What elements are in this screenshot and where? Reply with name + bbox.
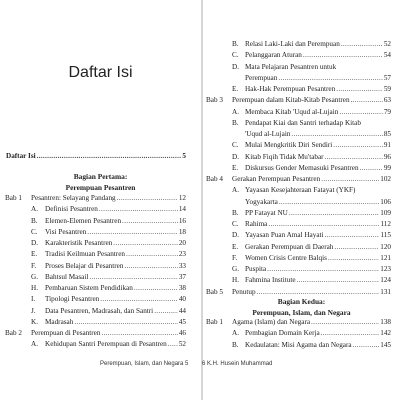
page-footer: Perempuan, Islam, dan Negara 5 bbox=[100, 361, 189, 367]
page-footer: 6 K.H. Husein Muhammad bbox=[202, 361, 273, 367]
leader-dots bbox=[289, 208, 379, 219]
toc-entry-label: Gerakan Perempuan Pesantren bbox=[232, 175, 321, 183]
leader-dots bbox=[291, 129, 382, 140]
toc-entry-page: 18 bbox=[178, 227, 186, 236]
toc-chapter[interactable] bbox=[31, 193, 186, 204]
toc-entry[interactable] bbox=[245, 84, 391, 95]
leader-dots bbox=[360, 163, 383, 174]
toc-entry-page: 124 bbox=[380, 276, 391, 285]
toc-entry-label: Kedaulatan: Misi Agama dan Negara bbox=[245, 340, 352, 349]
leader-dots bbox=[74, 317, 177, 328]
toc-entry[interactable] bbox=[245, 140, 391, 151]
toc-entry-page: 59 bbox=[383, 85, 391, 93]
toc-entry-page: 109 bbox=[380, 208, 391, 217]
item-marker: E. bbox=[232, 242, 239, 251]
leader-dots bbox=[321, 328, 380, 339]
leader-dots bbox=[89, 272, 177, 283]
toc-entry-page: 79 bbox=[383, 107, 391, 116]
toc-entry-daftar-isi[interactable]: Daftar Isi ..... 5 bbox=[6, 151, 186, 162]
item-marker: F. bbox=[31, 261, 37, 270]
toc-entry-page: 52 bbox=[178, 340, 186, 349]
item-marker: J. bbox=[31, 306, 36, 315]
toc-entry-label: Yayasan Kesejahteraan Fatayat (YKF) bbox=[245, 186, 356, 195]
item-marker: B. bbox=[232, 118, 239, 127]
toc-entry[interactable] bbox=[245, 328, 391, 339]
toc-entry[interactable] bbox=[245, 230, 391, 241]
toc-entry[interactable] bbox=[245, 242, 391, 253]
toc-entry-page: 112 bbox=[380, 220, 391, 228]
toc-entry-label: Pembagian Domain Kerja bbox=[245, 329, 320, 338]
item-marker: C. bbox=[232, 220, 239, 228]
item-marker: D. bbox=[232, 62, 239, 71]
item-marker: A. bbox=[31, 205, 38, 214]
toc-entry-label: Kehidupan Santri Perempuan di Pesantren bbox=[45, 340, 167, 349]
page-title: Daftar Isi bbox=[68, 64, 133, 81]
item-marker: B. bbox=[31, 216, 38, 225]
toc-entry-label: Pendapat Kiai dan Santri terhadap Kitab bbox=[245, 118, 361, 127]
leader-dots bbox=[100, 294, 178, 305]
item-marker: D. bbox=[232, 231, 239, 240]
toc-entry-label: Fahmina Institute bbox=[245, 276, 296, 285]
toc-entry[interactable] bbox=[45, 294, 186, 305]
toc-entry-page: 106 bbox=[380, 197, 391, 206]
toc-entry-page: 63 bbox=[383, 96, 391, 105]
chapter-number: Bab 5 bbox=[206, 287, 223, 296]
part-title: Bagian Kedua: bbox=[277, 297, 326, 306]
chapter-number: Bab 2 bbox=[5, 329, 22, 337]
leader-dots bbox=[122, 216, 178, 227]
toc-entry-page: 138 bbox=[380, 318, 391, 326]
toc-entry-page: 91 bbox=[383, 141, 391, 150]
toc-entry-page: 45 bbox=[178, 317, 186, 326]
toc-entry-label: Madrasah bbox=[45, 317, 74, 326]
toc-entry[interactable] bbox=[245, 264, 391, 275]
toc-entry-page: 145 bbox=[380, 340, 391, 349]
toc-entry-label: Yogyakarta bbox=[245, 197, 278, 206]
leader-dots bbox=[328, 253, 379, 264]
toc-entry-label: PP Fatayat NU bbox=[245, 208, 288, 217]
item-marker: B. bbox=[232, 40, 239, 48]
item-marker: B. bbox=[232, 340, 239, 349]
toc-entry-page: 115 bbox=[380, 231, 391, 240]
leader-dots bbox=[279, 197, 379, 208]
toc-entry-page: 23 bbox=[178, 250, 186, 259]
item-marker: G. bbox=[31, 272, 38, 281]
toc-entry-label: Elemen-Elemen Pesantren bbox=[45, 216, 122, 225]
toc-chapter[interactable] bbox=[31, 328, 186, 339]
toc-entry-label: Hak-Hak Perempuan Pesantren bbox=[245, 85, 336, 93]
leader-dots bbox=[117, 193, 178, 204]
toc-entry-page: 33 bbox=[178, 261, 186, 270]
toc-entry[interactable] bbox=[245, 253, 391, 264]
item-marker: A. bbox=[232, 329, 239, 338]
toc-entry-page: 14 bbox=[178, 205, 186, 214]
leader-dots bbox=[124, 261, 177, 272]
toc-entry[interactable] bbox=[45, 238, 186, 249]
toc-entry[interactable] bbox=[45, 216, 186, 227]
toc-entry[interactable] bbox=[245, 219, 391, 230]
toc-entry[interactable] bbox=[45, 249, 186, 260]
toc-entry-label: Agama (Islam) dan Negara bbox=[232, 318, 311, 326]
toc-entry[interactable] bbox=[45, 306, 186, 317]
toc-entry-label: Rahima bbox=[245, 220, 268, 228]
chapter-number: Bab 1 bbox=[206, 318, 223, 326]
leader-dots bbox=[341, 39, 383, 50]
leader-dots bbox=[101, 328, 177, 339]
item-marker: G. bbox=[232, 265, 239, 273]
toc-entry-label: Pembaruan Sistem Pendidikan bbox=[45, 284, 133, 292]
item-marker: B. bbox=[232, 208, 239, 217]
leader-dots bbox=[351, 95, 383, 106]
toc-entry-label: Data Pesantren, Madrasah, dan Santri bbox=[45, 306, 154, 315]
toc-entry[interactable] bbox=[45, 339, 186, 350]
leader-dots bbox=[334, 242, 379, 253]
leader-dots bbox=[278, 73, 382, 84]
toc-entry[interactable] bbox=[45, 204, 186, 215]
toc-entry-page: 12 bbox=[178, 194, 186, 202]
toc-entry-label: 'Uqud al-Lujain bbox=[245, 130, 291, 138]
item-marker: D. bbox=[31, 239, 38, 247]
toc-entry[interactable] bbox=[245, 163, 391, 174]
item-marker: C. bbox=[232, 51, 239, 60]
toc-entry[interactable] bbox=[245, 62, 391, 73]
item-marker: C. bbox=[232, 141, 239, 150]
leader-dots bbox=[268, 219, 379, 230]
toc-entry[interactable] bbox=[245, 118, 391, 129]
toc-entry-label: Yayasan Puan Amal Hayati bbox=[245, 231, 324, 240]
item-marker: F. bbox=[232, 253, 238, 262]
leader-dots bbox=[37, 151, 182, 162]
toc-entry-page: 85 bbox=[383, 130, 391, 138]
toc-entry[interactable] bbox=[245, 340, 391, 351]
leader-dots bbox=[134, 283, 178, 294]
toc-entry-label: Tradisi Keilmuan Pesantren bbox=[45, 250, 125, 259]
toc-entry-label: Penutup bbox=[232, 287, 256, 296]
toc-entry-page: 102 bbox=[380, 175, 391, 183]
toc-entry-page: 131 bbox=[380, 287, 391, 296]
toc-entry[interactable] bbox=[245, 275, 391, 286]
toc-chapter[interactable] bbox=[232, 174, 391, 185]
part-title: Bagian Pertama: bbox=[73, 172, 128, 181]
toc-entry-page: 123 bbox=[380, 265, 391, 273]
part-subtitle: Perempuan, Islam, dan Negara bbox=[252, 308, 351, 317]
toc-entry[interactable] bbox=[245, 129, 391, 140]
toc-entry[interactable] bbox=[245, 152, 391, 163]
toc-entry-page: 99 bbox=[383, 163, 391, 172]
chapter-number: Bab 3 bbox=[206, 96, 223, 105]
toc-entry-label: Karakteristik Pesantren bbox=[45, 239, 113, 247]
toc-entry-page: 20 bbox=[178, 239, 186, 247]
leader-dots bbox=[154, 306, 178, 317]
toc-entry-label: Diskursus Gender Memasuki Pesantren bbox=[245, 163, 359, 172]
toc-entry-page: 120 bbox=[380, 242, 391, 251]
item-marker: H. bbox=[31, 284, 38, 292]
leader-dots bbox=[297, 275, 380, 286]
toc-entry-page: 46 bbox=[178, 329, 186, 337]
leader-dots bbox=[321, 174, 379, 185]
item-marker: A. bbox=[31, 340, 38, 349]
toc-entry-label: Proses Belajar di Pesantren bbox=[45, 261, 124, 270]
toc-entry[interactable] bbox=[245, 107, 391, 118]
item-marker: C. bbox=[31, 227, 38, 236]
right-page bbox=[203, 0, 400, 400]
leader-dots bbox=[336, 84, 383, 95]
toc-entry[interactable] bbox=[45, 261, 186, 272]
toc-entry[interactable] bbox=[45, 227, 186, 238]
chapter-number: Bab 4 bbox=[206, 175, 223, 183]
toc-entry[interactable] bbox=[45, 272, 186, 283]
toc-entry-label: Definisi Pesantren bbox=[45, 205, 98, 214]
leader-dots bbox=[303, 50, 383, 61]
toc-entry-label: Mata Pelajaran Pesantren untuk bbox=[245, 62, 337, 71]
toc-entry-label: Kitab Fiqih Tidak Mu'tabar bbox=[245, 152, 324, 161]
toc-entry-label: Bahtsul Masail bbox=[45, 272, 89, 281]
item-marker: E. bbox=[232, 85, 239, 93]
leader-dots bbox=[353, 340, 380, 351]
toc-entry-page: 142 bbox=[380, 329, 391, 338]
chapter-number: Bab 1 bbox=[5, 194, 22, 202]
toc-entry-page: 40 bbox=[178, 295, 186, 304]
toc-entry-page: 121 bbox=[380, 253, 391, 262]
toc-entry-page: 38 bbox=[178, 284, 186, 292]
toc-entry-label: Puspita bbox=[245, 265, 267, 273]
toc-entry[interactable] bbox=[245, 39, 391, 50]
toc-entry[interactable] bbox=[245, 208, 391, 219]
item-marker: A. bbox=[232, 107, 239, 116]
item-marker: K. bbox=[31, 317, 38, 326]
item-marker: A. bbox=[232, 186, 239, 195]
leader-dots bbox=[325, 230, 380, 241]
toc-entry[interactable] bbox=[245, 197, 391, 208]
leader-dots bbox=[325, 152, 383, 163]
leader-dots bbox=[339, 107, 383, 118]
toc-entry-label: Pesantren: Selayang Pandang bbox=[31, 194, 116, 202]
leader-dots bbox=[113, 238, 178, 249]
item-marker: D. bbox=[232, 152, 239, 161]
toc-entry[interactable] bbox=[45, 317, 186, 328]
toc-entry-label: Perempuan dalam Kitab-Kitab Pesantren bbox=[232, 96, 350, 105]
toc-entry[interactable] bbox=[245, 50, 391, 61]
leader-dots bbox=[333, 140, 383, 151]
toc-entry-page: 16 bbox=[178, 216, 186, 225]
leader-dots bbox=[311, 317, 379, 328]
toc-chapter[interactable] bbox=[232, 95, 391, 106]
item-marker: E. bbox=[232, 163, 239, 172]
toc-entry-label: Mulai Mengkritik Diri Sendiri bbox=[245, 141, 333, 150]
leader-dots bbox=[87, 227, 178, 238]
toc-entry-label: Pelanggaran Aturan bbox=[245, 51, 302, 60]
toc-entry-page: 96 bbox=[383, 152, 391, 161]
toc-entry-page: 57 bbox=[383, 73, 391, 82]
toc-entry[interactable] bbox=[245, 73, 391, 84]
item-marker: H. bbox=[232, 276, 239, 285]
leader-dots bbox=[99, 204, 178, 215]
toc-entry-page: 52 bbox=[383, 40, 391, 48]
toc-entry-page: 37 bbox=[178, 272, 186, 281]
toc-entry[interactable] bbox=[45, 283, 186, 294]
toc-entry-label: Tipologi Pesantren bbox=[45, 295, 100, 304]
leader-dots bbox=[126, 249, 178, 260]
item-marker: I. bbox=[31, 295, 36, 304]
toc-entry-label: Perempuan di Pesantren bbox=[31, 329, 101, 337]
item-marker: E. bbox=[31, 250, 38, 259]
toc-entry[interactable] bbox=[245, 185, 391, 196]
toc-entry-label: Visi Pesantren bbox=[45, 227, 87, 236]
toc-chapter[interactable] bbox=[232, 317, 391, 328]
toc-entry-label: Women Crisis Centre Balqis bbox=[245, 253, 327, 262]
toc-entry-label: Gerakan Perempuan di Daerah bbox=[245, 242, 334, 251]
toc-entry-page: 54 bbox=[383, 51, 391, 60]
toc-entry-label: Perempuan bbox=[245, 73, 278, 82]
part-subtitle: Perempuan Pesantren bbox=[65, 183, 136, 192]
leader-dots bbox=[168, 339, 178, 350]
leader-dots bbox=[267, 264, 379, 275]
toc-entry-label: Membaca Kitab 'Uqud al-Lujain bbox=[245, 107, 339, 116]
toc-entry-page: 44 bbox=[178, 306, 186, 315]
toc-entry-label: Relasi Laki-Laki dan Perempuan bbox=[245, 40, 340, 48]
